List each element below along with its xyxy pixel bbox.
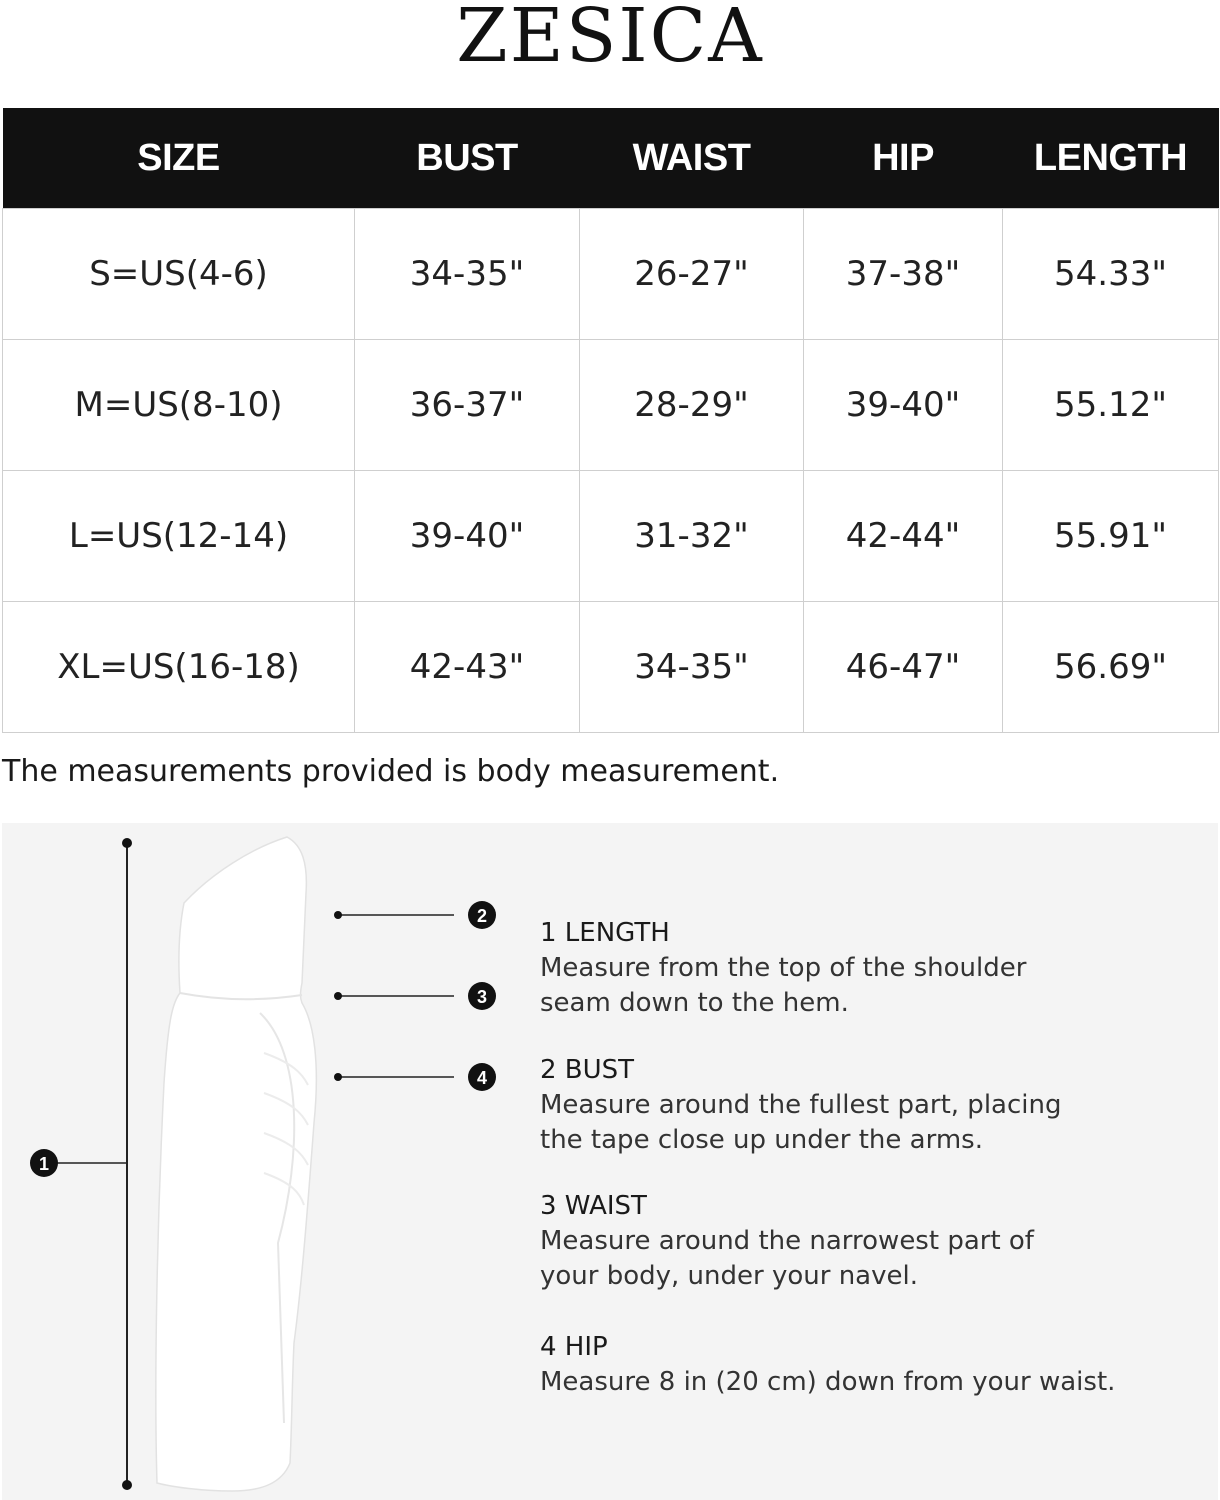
size-chart-table bbox=[2, 108, 1219, 733]
header-size: SIZE bbox=[3, 108, 355, 209]
cell-bust: 36-37" bbox=[355, 340, 580, 471]
table-row bbox=[3, 209, 1219, 340]
cell-length: 55.12" bbox=[1003, 340, 1219, 471]
table-row bbox=[3, 471, 1219, 602]
cell-waist: 31-32" bbox=[580, 471, 804, 602]
cell-hip: 37-38" bbox=[804, 209, 1003, 340]
hip-dot bbox=[334, 1073, 342, 1081]
waist-title: 3 WAIST bbox=[540, 1191, 647, 1221]
svg-text:1: 1 bbox=[38, 1154, 50, 1174]
cell-size: L=US(12-14) bbox=[3, 471, 355, 602]
table-row bbox=[3, 602, 1219, 733]
hip-description bbox=[540, 1330, 1200, 1400]
measurement-note: The measurements provided is body measurement. bbox=[2, 754, 780, 789]
table-row bbox=[3, 340, 1219, 471]
cell-size: S=US(4-6) bbox=[3, 209, 355, 340]
cell-size: M=US(8-10) bbox=[3, 340, 355, 471]
svg-text:3: 3 bbox=[476, 987, 488, 1007]
bust-text-line1: Measure around the fullest part, placing bbox=[540, 1090, 1062, 1120]
header-length: LENGTH bbox=[1003, 108, 1219, 209]
cell-hip: 39-40" bbox=[804, 340, 1003, 471]
header-waist: WAIST bbox=[580, 108, 804, 209]
cell-waist: 34-35" bbox=[580, 602, 804, 733]
cell-bust: 39-40" bbox=[355, 471, 580, 602]
bust-dot bbox=[334, 911, 342, 919]
length-text-line1: Measure from the top of the shoulder bbox=[540, 953, 1027, 983]
header-hip: HIP bbox=[804, 108, 1003, 209]
svg-text:4: 4 bbox=[476, 1068, 488, 1088]
hip-title: 4 HIP bbox=[540, 1332, 608, 1362]
bust-text-line2: the tape close up under the arms. bbox=[540, 1125, 983, 1155]
waist-text-line2: your body, under your navel. bbox=[540, 1261, 918, 1291]
length-title: 1 LENGTH bbox=[540, 918, 670, 948]
marker-3 bbox=[468, 982, 496, 1010]
cell-length: 55.91" bbox=[1003, 471, 1219, 602]
cell-waist: 28-29" bbox=[580, 340, 804, 471]
table-header-row bbox=[3, 108, 1219, 209]
length-bottom-dot bbox=[122, 1480, 132, 1490]
svg-text:2: 2 bbox=[476, 906, 488, 926]
cell-length: 56.69" bbox=[1003, 602, 1219, 733]
marker-4 bbox=[468, 1063, 496, 1091]
cell-hip: 42-44" bbox=[804, 471, 1003, 602]
cell-size: XL=US(16-18) bbox=[3, 602, 355, 733]
cell-length: 54.33" bbox=[1003, 209, 1219, 340]
cell-bust: 42-43" bbox=[355, 602, 580, 733]
cell-bust: 34-35" bbox=[355, 209, 580, 340]
measurement-guide bbox=[2, 823, 1218, 1500]
waist-text-line1: Measure around the narrowest part of bbox=[540, 1226, 1034, 1256]
cell-waist: 26-27" bbox=[580, 209, 804, 340]
waist-dot bbox=[334, 992, 342, 1000]
waist-description bbox=[540, 1189, 1200, 1294]
marker-1 bbox=[30, 1149, 58, 1177]
bust-description bbox=[540, 1053, 1200, 1158]
bust-title: 2 BUST bbox=[540, 1055, 635, 1085]
length-description bbox=[540, 916, 1200, 1021]
marker-2 bbox=[468, 901, 496, 929]
hip-text-line1: Measure 8 in (20 cm) down from your waist. bbox=[540, 1367, 1116, 1397]
cell-hip: 46-47" bbox=[804, 602, 1003, 733]
header-bust: BUST bbox=[355, 108, 580, 209]
length-text-line2: seam down to the hem. bbox=[540, 988, 849, 1018]
brand-logo: ZESICA bbox=[456, 0, 764, 79]
dress-illustration bbox=[156, 837, 317, 1491]
length-top-dot bbox=[122, 838, 132, 848]
